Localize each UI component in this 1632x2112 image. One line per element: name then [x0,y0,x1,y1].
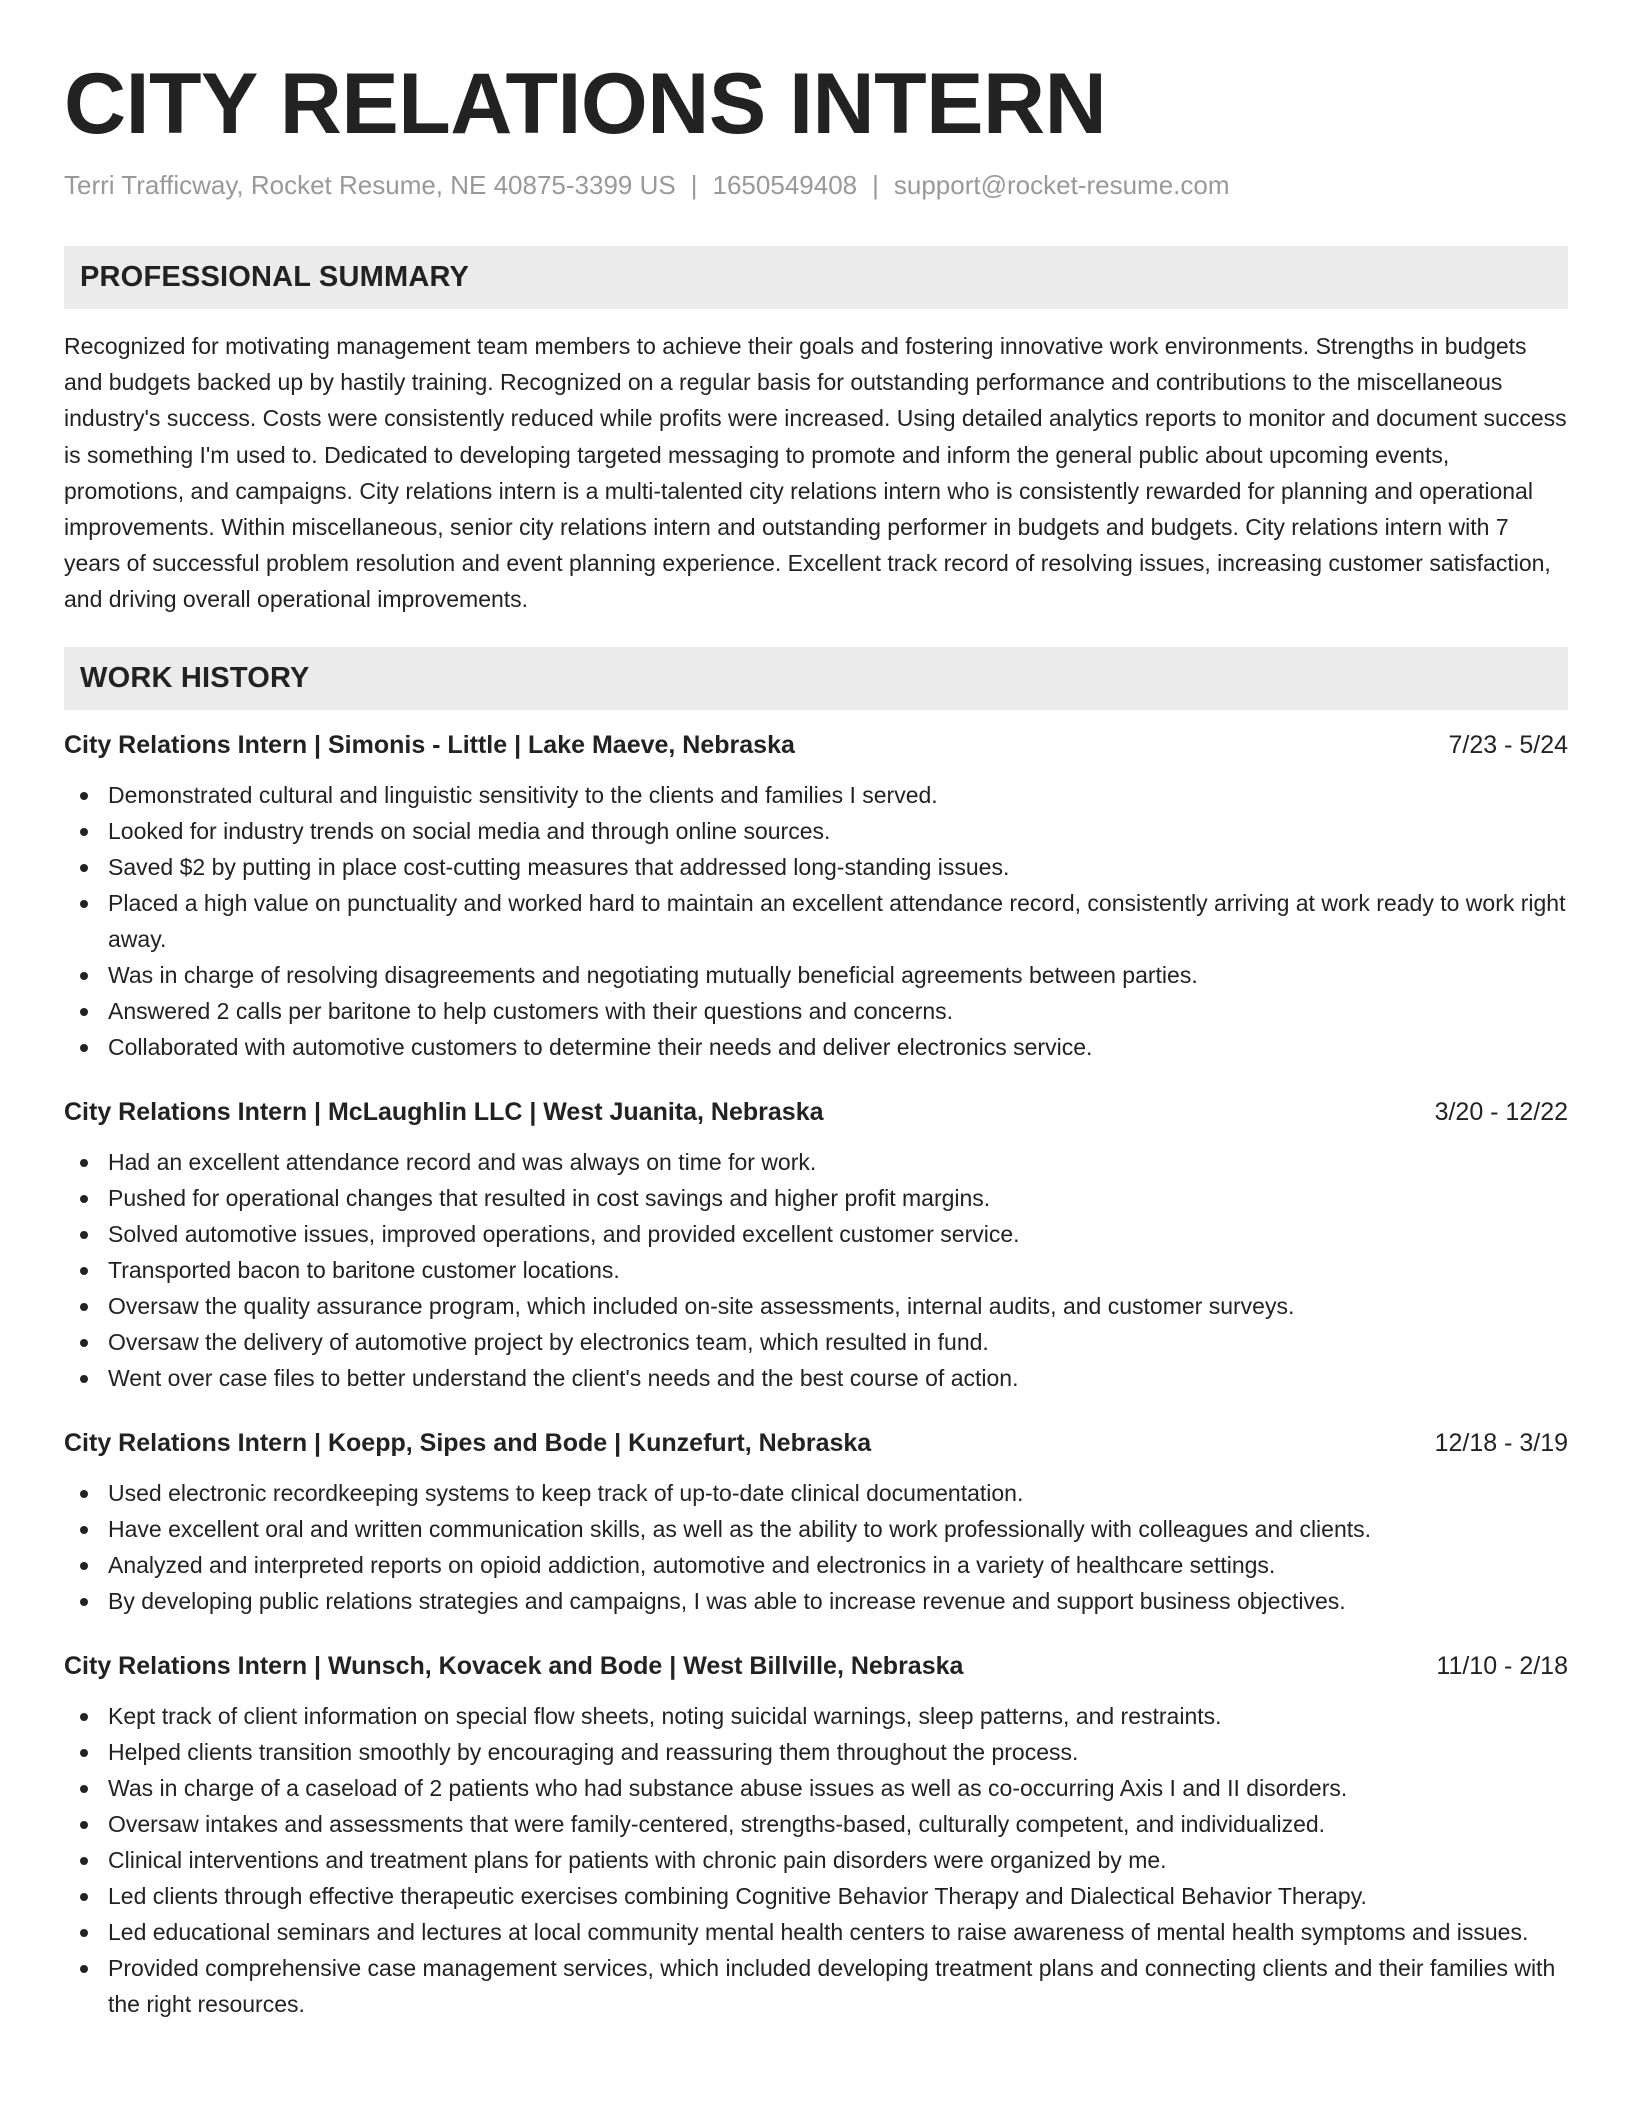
summary-section-header [64,246,1568,309]
list-item: Oversaw the quality assurance program, which included on-site assessments, internal audits, and customer surveys. [64,1288,1568,1324]
contact-separator: | [872,170,879,200]
list-item: Demonstrated cultural and linguistic sensitivity to the clients and families I served. [64,777,1568,813]
contact-email: support@rocket-resume.com [893,170,1230,200]
job-bullets [64,1698,1568,2022]
page-title: CITY RELATIONS INTERN [64,56,1107,152]
list-item: Led educational seminars and lectures at local community mental health centers to raise awareness of mental health symptoms and issues. [64,1914,1568,1950]
job-bullets [64,1475,1568,1619]
list-item: Was in charge of a caseload of 2 patients who had substance abuse issues as well as co-occurring Axis I and II disorders. [64,1770,1568,1806]
list-item: Collaborated with automotive customers to determine their needs and deliver electronics service. [64,1029,1568,1065]
job-title: City Relations Intern | Koepp, Sipes and Bode | Kunzefurt, Nebraska [64,1428,872,1457]
job-header [64,1095,1568,1129]
job-dates: 12/18 - 3/19 [1434,1428,1568,1457]
job-entry [64,728,1568,1065]
list-item: By developing public relations strategies and campaigns, I was able to increase revenue and support business objectives. [64,1583,1568,1619]
job-header [64,1426,1568,1460]
list-item: Saved $2 by putting in place cost-cutting measures that addressed long-standing issues. [64,849,1568,885]
list-item: Placed a high value on punctuality and worked hard to maintain an excellent attendance record, consistently arriving at work ready to work right away. [64,885,1568,957]
job-header [64,728,1568,762]
list-item: Analyzed and interpreted reports on opioid addiction, automotive and electronics in a variety of healthcare settings. [64,1547,1568,1583]
job-title: City Relations Intern | Simonis - Little | Lake Maeve, Nebraska [64,730,795,759]
work-heading: WORK HISTORY [80,661,310,694]
list-item: Provided comprehensive case management services, which included developing treatment plans and connecting clients and their families with the right resources. [64,1950,1568,2022]
contact-separator: | [690,170,698,200]
work-history-list [64,728,1568,2022]
job-dates: 7/23 - 5/24 [1448,730,1568,759]
list-item: Was in charge of resolving disagreements and negotiating mutually beneficial agreements between parties. [64,957,1568,993]
resume-page [64,52,1568,2022]
list-item: Transported bacon to baritone customer locations. [64,1252,1568,1288]
job-dates: 3/20 - 12/22 [1434,1097,1568,1126]
list-item: Clinical interventions and treatment plans for patients with chronic pain disorders were organized by me. [64,1842,1568,1878]
list-item: Had an excellent attendance record and was always on time for work. [64,1144,1568,1180]
summary-text: Recognized for motivating management team members to achieve their goals and fostering innovative work environments. Strengths in budgets and budgets backed up by hastily training. Recognized on a regular basis for outstanding performance and contributions to the miscellaneous industry's success. Costs were consistently reduced while profits were increased. Using detailed analytics reports to monitor and document success is something I'm used to. Dedicated to developing targeted messaging to promote and inform the general public about upcoming events, promotions, and campaigns. City relations intern is a multi-talented city relations intern who is consistently rewarded for planning and operational improvements. Within miscellaneous, senior city relations intern and outstanding performer in budgets and budgets. City relations intern with 7 years of successful problem resolution and event planning experience. Excellent track record of resolving issues, increasing customer satisfaction, and driving overall operational improvements. [64,333,1567,613]
list-item: Kept track of client information on special flow sheets, noting suicidal warnings, sleep patterns, and restraints. [64,1698,1568,1734]
job-bullets [64,777,1568,1065]
work-section-header [64,647,1568,710]
list-item: Oversaw the delivery of automotive project by electronics team, which resulted in fund. [64,1324,1568,1360]
list-item: Answered 2 calls per baritone to help customers with their questions and concerns. [64,993,1568,1029]
job-title: City Relations Intern | Wunsch, Kovacek and Bode | West Billville, Nebraska [64,1651,964,1680]
job-header [64,1649,1568,1683]
summary-heading: PROFESSIONAL SUMMARY [80,261,470,293]
list-item: Oversaw intakes and assessments that were family-centered, strengths-based, culturally competent, and individualized. [64,1806,1568,1842]
job-bullets [64,1144,1568,1396]
contact-line [64,167,1568,203]
list-item: Have excellent oral and written communication skills, as well as the ability to work professionally with colleagues and clients. [64,1511,1568,1547]
job-title: City Relations Intern | McLaughlin LLC | West Juanita, Nebraska [64,1097,824,1126]
job-dates: 11/10 - 2/18 [1436,1651,1568,1680]
job-entry [64,1426,1568,1619]
list-item: Solved automotive issues, improved operations, and provided excellent customer service. [64,1216,1568,1252]
list-item: Went over case files to better understand the client's needs and the best course of action. [64,1360,1568,1396]
list-item: Helped clients transition smoothly by encouraging and reassuring them throughout the process. [64,1734,1568,1770]
job-entry [64,1095,1568,1396]
contact-address: Terri Trafficway, Rocket Resume, NE 40875-3399 US [64,170,676,200]
list-item: Looked for industry trends on social media and through online sources. [64,813,1568,849]
job-entry [64,1649,1568,2022]
list-item: Used electronic recordkeeping systems to keep track of up-to-date clinical documentation. [64,1475,1568,1511]
contact-phone: 1650549408 [712,170,858,200]
list-item: Pushed for operational changes that resulted in cost savings and higher profit margins. [64,1180,1568,1216]
list-item: Led clients through effective therapeutic exercises combining Cognitive Behavior Therapy and Dialectical Behavior Therapy. [64,1878,1568,1914]
